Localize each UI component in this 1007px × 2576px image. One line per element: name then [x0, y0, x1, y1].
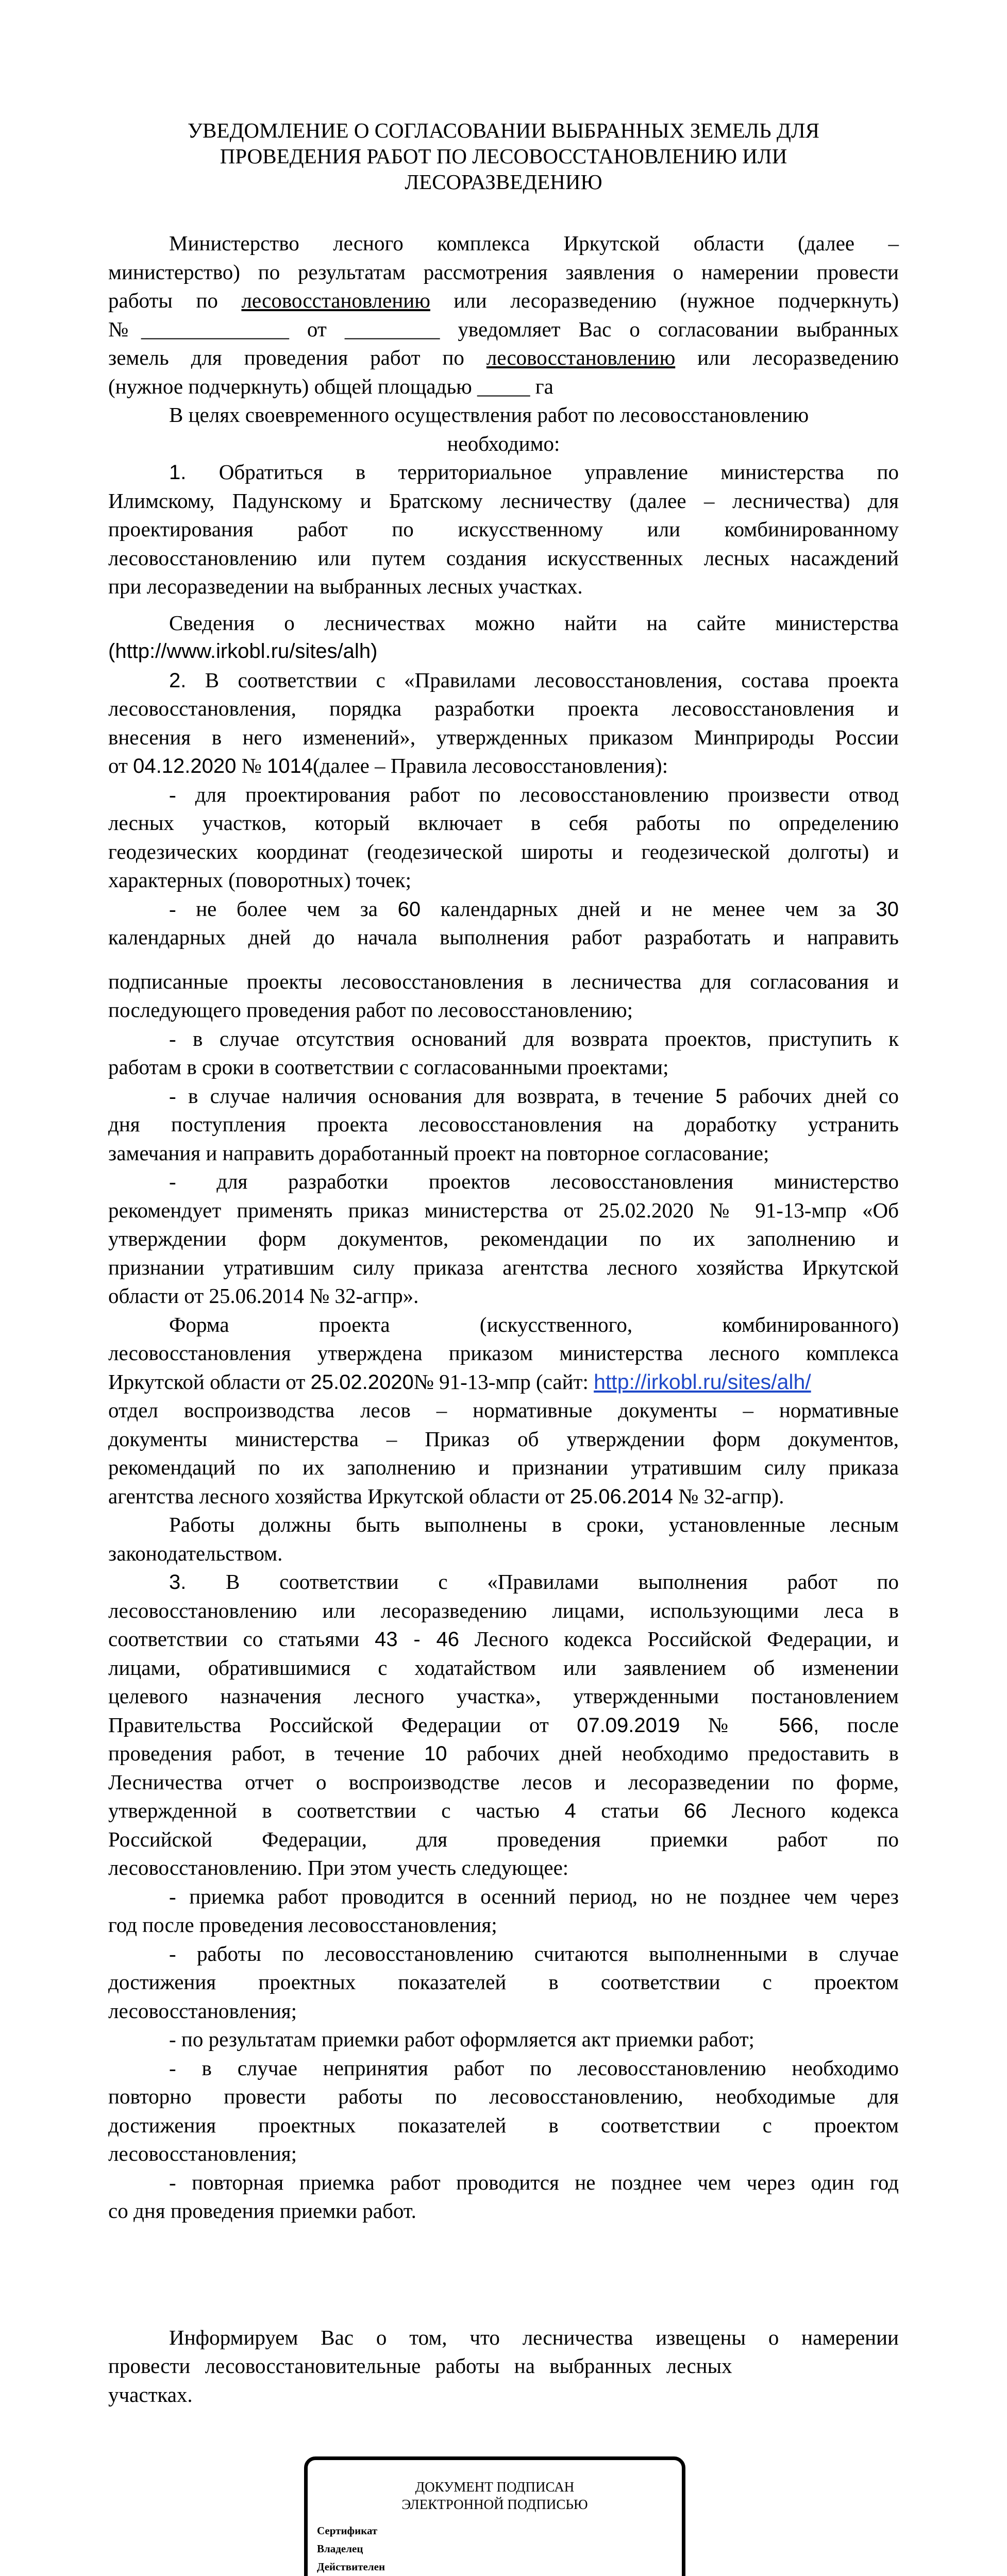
site-paragraph [108, 609, 899, 666]
text-line: Информируем Вас о том, что лесничества извещены о намерении [169, 2325, 899, 2349]
text-line: при лесоразведении на выбранных лесных участках. [108, 574, 583, 598]
text-line: участках. [108, 2382, 193, 2406]
text-line: лесовосстановлению. При этом учесть следующее: [108, 1856, 569, 1879]
bullet-2 [108, 895, 899, 1025]
ministry-site-link[interactable]: http://irkobl.ru/sites/alh/ [594, 1369, 811, 1394]
text-line: - для проектирования работ по лесовосстановлению произвести отвод [169, 782, 899, 806]
text-line: соответствии со статьями 43 - 46 Лесного кодекса Российской Федерации, и [108, 1627, 899, 1651]
text-line: - по результатам приемки работ оформляется акт приемки работ; [169, 2027, 754, 2051]
text-line: отдел воспроизводства лесов – нормативные документы – нормативные [108, 1398, 899, 1422]
text-line: лесовосстановления утверждена приказом министерства лесного комплекса [108, 1341, 899, 1365]
signature-title-line: ЭЛЕКТРОННОЙ ПОДПИСЬЮ [401, 2497, 588, 2512]
text-line: министерство) по результатам рассмотрения заявления о намерении провести [108, 260, 899, 284]
text-line: Форма проекта (искусственного, комбинированного) [169, 1312, 899, 1336]
text-line: достижения проектных показателей в соответствии с проектом [108, 1970, 899, 1994]
signature-title-line: ДОКУМЕНТ ПОДПИСАН [415, 2479, 575, 2495]
document-body [108, 229, 899, 2409]
text-line: лицами, обратившимися с ходатайством или заявлением об изменении [108, 1655, 899, 1680]
text-line: календарных дней до начала выполнения работ разработать и направить [108, 925, 899, 949]
text-line: - повторная приемка работ проводится не позднее чем через один год [169, 2170, 899, 2194]
text-line: утверждении форм документов, рекомендации по их заполнению и [108, 1227, 899, 1250]
text-line: №______________ от _________ уведомляет Вас о согласовании выбранных [108, 317, 899, 341]
point-2 [108, 666, 899, 781]
text-line: дня поступления проекта лесовосстановления на доработку устранить [108, 1112, 899, 1136]
condition-5 [108, 2168, 899, 2226]
text-line: характерных (поворотных) точек; [108, 868, 411, 892]
signature-title [308, 2478, 682, 2513]
text-line: повторно провести работы по лесовосстановлению, необходимые для [108, 2084, 899, 2108]
text-line: замечания и направить доработанный проект на повторное согласование; [108, 1141, 769, 1165]
site-url: (http://www.irkobl.ru/sites/alh) [108, 640, 378, 663]
certificate-label: Сертификат [317, 2524, 378, 2537]
bullet-5 [108, 1167, 899, 1311]
text-line: земель для проведения работ по лесовосстановлению или лесоразведению [108, 346, 899, 369]
text-line: проведения работ, в течение 10 рабочих дней необходимо предоставить в [108, 1741, 899, 1765]
text-line: - в случае отсутствия оснований для возврата проектов, приступить к [169, 1026, 899, 1050]
bullet-1 [108, 781, 899, 895]
text-line: (нужное подчеркнуть) общей площадью _____ га [108, 374, 553, 398]
owner-label: Владелец [317, 2543, 363, 2555]
condition-4 [108, 2054, 899, 2168]
text-line: подписанные проекты лесовосстановления в лесничества для согласования и [108, 969, 899, 993]
text-line: - не более чем за 60 календарных дней и не менее чем за 30 [169, 896, 899, 921]
text-line: год после проведения лесовосстановления; [108, 1913, 497, 1937]
text-line: от 04.12.2020 № 1014(далее – Правила лесовосстановления): [108, 754, 668, 777]
text-line: достижения проектных показателей в соответствии с проектом [108, 2113, 899, 2137]
text-line: лесовосстановления; [108, 2142, 297, 2165]
text-line: последующего проведения работ по лесовосстановлению; [108, 998, 633, 1022]
text-line: проектирования работ по искусственному или комбинированному [108, 517, 899, 541]
valid-label: Действителен [317, 2561, 385, 2573]
text-line: - работы по лесовосстановлению считаются выполненными в случае [169, 1941, 899, 1965]
text-line: лесовосстановления; [108, 1998, 297, 2023]
text-line: 2. В соответствии с «Правилами лесовосстановления, состава проекта [169, 668, 899, 692]
condition-3 [108, 2025, 899, 2054]
text-line: утвержденной в соответствии с частью 4 статьи 66 Лесного кодекса [108, 1799, 899, 1822]
text-line: - в случае непринятия работ по лесовосстановлению необходимо [169, 2056, 899, 2080]
text-line: 3. В соответствии с «Правилами выполнения работ по [169, 1570, 899, 1594]
text-line: Сведения о лесничествах можно найти на сайте министерства [169, 611, 899, 635]
text-line: - для разработки проектов лесовосстановления министерство [169, 1170, 899, 1193]
text-line: работам в сроки в соответствии с согласованными проектами; [108, 1055, 669, 1079]
condition-1 [108, 1883, 899, 1940]
deadline-paragraph [108, 1511, 899, 1568]
intro-paragraph [108, 229, 899, 401]
text-line: документы министерства – Приказ об утверждении форм документов, [108, 1427, 899, 1451]
bullet-3 [108, 1025, 899, 1082]
text-line: работы по лесовосстановлению или лесоразведению (нужное подчеркнуть) [108, 289, 899, 312]
text-line: - в случае наличия основания для возврата, в течение 5 рабочих дней со [169, 1083, 899, 1108]
text-line: В целях своевременного осуществления работ по лесовосстановлению [169, 403, 809, 427]
need-paragraph [108, 401, 899, 458]
electronic-signature-stamp [304, 2456, 685, 2576]
text-line: Лесничества отчет о воспроизводстве лесов и лесоразведении по форме, [108, 1770, 899, 1794]
text-line: Российской Федерации, для проведения приемки работ по [108, 1827, 899, 1851]
text-line: лесовосстановления, порядка разработки проекта лесовосстановления и [108, 697, 899, 720]
text-line: провести лесовосстановительные работы на выбранных лесных [108, 2354, 732, 2378]
text-line: лесных участков, который включает в себя работы по определению [108, 811, 899, 835]
text-line: необходимо: [447, 431, 560, 455]
text-line: лесовосстановлению или лесоразведению лицами, использующими леса в [108, 1598, 899, 1622]
text-line: лесовосстановлению или путем создания искусственных лесных насаждений [108, 546, 899, 570]
text-line: Иркутской области от 25.02.2020№ 91-13-мпр (сайт: http://irkobl.ru/sites/alh/ [108, 1369, 811, 1394]
text-line: целевого назначения лесного участка», утвержденными постановлением [108, 1684, 899, 1708]
point-3 [108, 1568, 899, 1883]
document-title [124, 117, 883, 195]
text-line: Работы должны быть выполнены в сроки, установленные лесным [169, 1513, 899, 1536]
text-line: 1. Обратиться в территориальное управление министерства по [169, 460, 899, 484]
text-line: Министерство лесного комплекса Иркутской области (далее – [169, 231, 899, 255]
text-line: со дня проведения приемки работ. [108, 2199, 416, 2223]
text-line: агентства лесного хозяйства Иркутской области от 25.06.2014 № 32-агпр). [108, 1484, 784, 1508]
text-line: рекомендаций по их заполнению и признании утратившим силу приказа [108, 1455, 899, 1479]
text-line: - приемка работ проводится в осенний период, но не позднее чем через [169, 1884, 899, 1908]
text-line: Илимскому, Падунскому и Братскому лесничеству (далее – лесничества) для [108, 488, 899, 513]
title-line: ЛЕСОРАЗВЕДЕНИЮ [405, 170, 602, 194]
text-line: области от 25.06.2014 № 32-агпр». [108, 1284, 419, 1308]
form-paragraph [108, 1311, 899, 1511]
title-line: ПРОВЕДЕНИЯ РАБОТ ПО ЛЕСОВОССТАНОВЛЕНИЮ ИЛИ [220, 144, 787, 168]
text-line: законодательством. [108, 1541, 283, 1565]
point-1 [108, 458, 899, 601]
condition-2 [108, 1940, 899, 2026]
inform-paragraph [108, 2324, 899, 2410]
text-line: признании утратившим силу приказа агентства лесного хозяйства Иркутской [108, 1255, 899, 1279]
text-line: геодезических координат (геодезической широты и геодезической долготы) и [108, 839, 899, 863]
text-line: внесения в него изменений», утвержденных приказом Минприроды России [108, 725, 899, 749]
text-line: рекомендует применять приказ министерства от 25.02.2020 № 91-13-мпр «Об [108, 1198, 899, 1222]
bullet-4 [108, 1082, 899, 1168]
title-line: УВЕДОМЛЕНИЕ О СОГЛАСОВАНИИ ВЫБРАННЫХ ЗЕМЕЛЬ ДЛЯ [188, 118, 819, 142]
text-line: Правительства Российской Федерации от 07.09.2019 № 566, после [108, 1713, 899, 1737]
